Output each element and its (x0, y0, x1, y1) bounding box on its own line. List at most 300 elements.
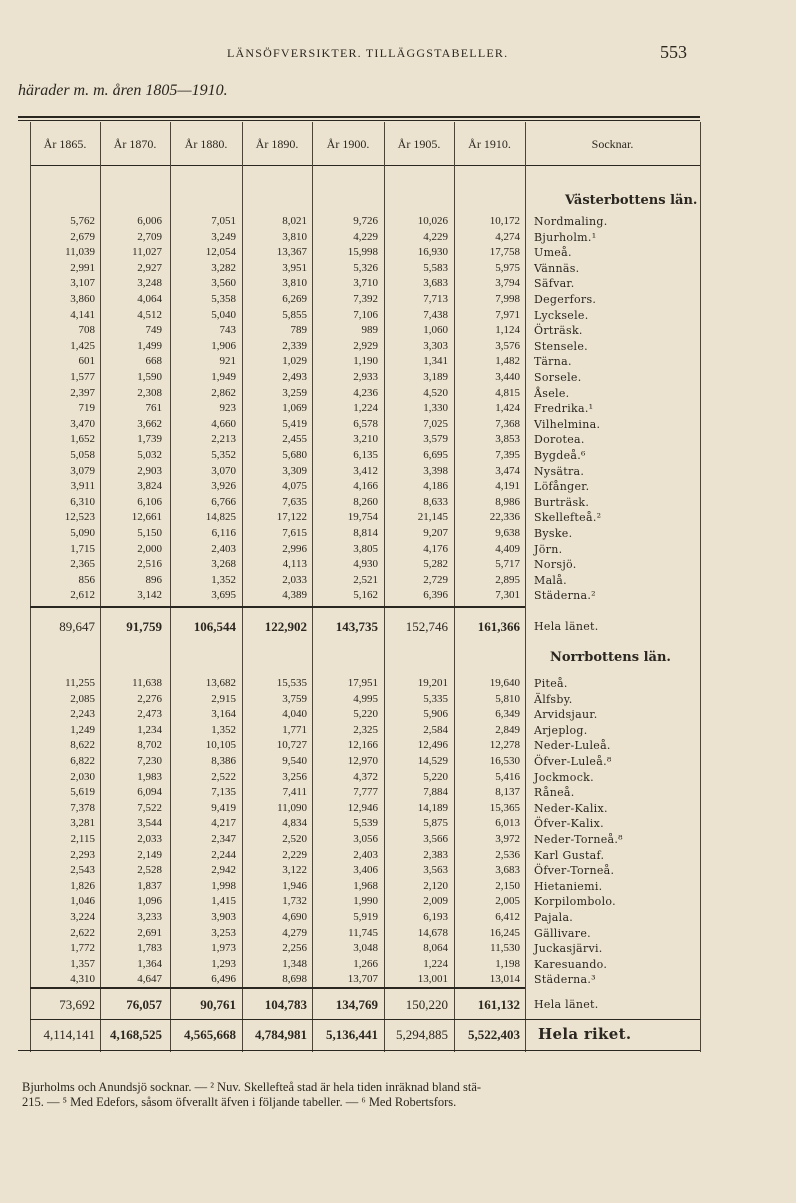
parish-name: Skellefteå.² (534, 511, 602, 525)
table-cell: 3,794 (495, 277, 520, 290)
table-cell: 1,990 (353, 895, 378, 908)
table-cell: 4,176 (423, 542, 448, 555)
table-cell: 12,661 (131, 511, 162, 524)
table-cell: 2,942 (211, 864, 236, 877)
table-cell: 2,929 (353, 339, 378, 352)
table-cell: 15,998 (347, 246, 378, 259)
table-row (0, 526, 796, 541)
table-cell: 7,025 (423, 417, 448, 430)
column-header: År 1880. (184, 137, 228, 151)
table-cell: 5,150 (137, 527, 162, 539)
table-cell: 2,612 (70, 589, 95, 602)
table-cell: 3,249 (211, 230, 236, 243)
table-cell: 2,729 (423, 573, 448, 586)
table-cell: 1,783 (137, 942, 162, 955)
table-cell: 7,051 (211, 215, 236, 227)
table-cell: 1,499 (137, 339, 162, 352)
table-cell: 90,761 (200, 997, 236, 1012)
table-cell: 14,529 (417, 755, 448, 767)
table-cell: 3,903 (211, 911, 236, 923)
table-cell: 3,710 (353, 277, 378, 290)
table-cell: 3,695 (211, 589, 236, 602)
table-cell: 1,906 (211, 339, 236, 352)
parish-name: Karl Gustaf. (534, 848, 605, 862)
table-cell: 3,566 (423, 833, 448, 845)
table-cell: 3,224 (70, 911, 95, 923)
table-cell: 2,365 (70, 558, 95, 571)
table-bottom-rule (18, 1050, 700, 1051)
table-cell: 73,692 (59, 997, 95, 1012)
table-cell: 3,281 (70, 817, 95, 830)
table-row (0, 738, 796, 753)
table-cell: 749 (145, 324, 162, 337)
table-cell: 8,986 (495, 495, 520, 508)
table-cell: 1,826 (70, 879, 95, 892)
parish-name: Hela länet. (534, 620, 599, 633)
table-cell: 5,294,885 (396, 1027, 448, 1042)
table-row (0, 432, 796, 447)
table-row (0, 354, 796, 369)
table-cell: 2,150 (495, 879, 520, 892)
table-cell: 1,732 (282, 895, 307, 908)
table-cell: 7,301 (495, 589, 520, 602)
table-cell: 5,583 (423, 261, 448, 274)
grand-total-label: Hela riket. (538, 1025, 632, 1043)
table-cell: 7,368 (495, 417, 520, 430)
parish-name: Neder-Luleå. (534, 739, 611, 753)
table-cell: 1,124 (495, 324, 520, 337)
table-row (0, 997, 796, 1012)
table-cell: 2,120 (423, 879, 448, 892)
table-cell: 3,563 (423, 864, 448, 877)
table-cell: 6,412 (495, 911, 520, 923)
table-cell: 1,352 (211, 723, 236, 736)
table-cell: 6,013 (495, 817, 520, 830)
table-cell: 3,951 (282, 261, 307, 274)
table-cell: 2,397 (70, 386, 95, 399)
table-cell: 7,777 (353, 786, 378, 799)
table-cell: 5,352 (211, 449, 236, 461)
table-cell: 7,395 (495, 449, 520, 461)
table-row (0, 723, 796, 738)
table-cell: 3,662 (137, 417, 162, 430)
table-cell: 8,633 (423, 495, 448, 508)
table-cell: 2,115 (70, 833, 95, 845)
parish-name: Umeå. (534, 246, 572, 260)
table-cell: 1,715 (70, 542, 95, 555)
table-cell: 4,191 (495, 480, 520, 493)
table-cell: 4,784,981 (255, 1027, 307, 1042)
table-cell: 12,970 (347, 755, 378, 767)
parish-name: Dorotea. (534, 433, 585, 447)
parish-name: Byske. (534, 527, 573, 540)
table-cell: 2,243 (70, 708, 95, 721)
table-cell: 1,998 (211, 879, 236, 892)
table-row (0, 245, 796, 260)
table-cell: 17,951 (347, 677, 378, 689)
column-header: År 1910. (468, 137, 511, 151)
parish-name: Nordmaling. (534, 215, 608, 228)
table-cell: 8,702 (137, 739, 162, 752)
table-cell: 161,366 (477, 619, 520, 634)
parish-name: Fredrika.¹ (534, 402, 594, 416)
table-cell: 3,309 (282, 464, 307, 477)
table-cell: 6,116 (211, 527, 236, 539)
table-cell: 7,635 (282, 495, 307, 508)
table-cell: 1,352 (211, 573, 236, 586)
table-row (0, 926, 796, 941)
table-cell: 1,341 (423, 355, 448, 368)
table-cell: 161,132 (477, 997, 520, 1012)
grand-total-rule (30, 1019, 700, 1020)
table-cell: 152,746 (405, 619, 448, 634)
footnote-line: 215. — ⁵ Med Edefors, såsom öfverallt äfven i följande tabeller. — ⁶ Med Robertsfors. (22, 1095, 457, 1109)
table-cell: 17,758 (489, 246, 520, 259)
table-cell: 4,372 (353, 770, 378, 783)
table-row (0, 323, 796, 338)
table-row (0, 879, 796, 894)
table-cell: 2,403 (211, 542, 236, 555)
parish-name: Karesuando. (534, 957, 608, 971)
table-cell: 3,560 (211, 277, 236, 290)
table-cell: 4,930 (353, 558, 378, 571)
table-cell: 989 (361, 324, 378, 337)
table-cell: 4,565,668 (184, 1027, 236, 1042)
table-cell: 856 (78, 573, 95, 586)
table-cell: 143,735 (335, 619, 378, 634)
table-row (0, 910, 796, 925)
table-cell: 4,075 (282, 480, 307, 493)
table-cell: 122,902 (264, 619, 307, 634)
table-cell: 6,106 (137, 495, 162, 508)
table-row (0, 370, 796, 385)
table-cell: 4,141 (70, 308, 95, 321)
table-cell: 3,142 (137, 589, 162, 602)
parish-name: Bjurholm.¹ (534, 230, 597, 244)
table-cell: 5,220 (353, 708, 378, 721)
table-cell: 2,473 (137, 708, 162, 721)
table-cell: 2,244 (211, 848, 236, 861)
table-cell: 6,135 (353, 449, 378, 461)
table-cell: 3,810 (282, 277, 307, 290)
table-cell: 1,968 (353, 879, 378, 892)
table-cell: 2,325 (353, 723, 378, 736)
table-cell: 4,815 (495, 386, 520, 399)
table-cell: 6,822 (70, 755, 95, 767)
parish-name: Öfver-Torneå. (534, 864, 615, 878)
parish-name: Städerna.³ (534, 973, 596, 987)
table-cell: 789 (290, 324, 307, 337)
table-cell: 5,058 (70, 449, 95, 461)
table-row (0, 276, 796, 291)
table-cell: 1,739 (137, 433, 162, 446)
table-cell: 7,392 (353, 293, 378, 305)
table-cell: 2,991 (70, 261, 95, 274)
table-cell: 5,906 (423, 708, 448, 721)
table-cell: 3,398 (423, 464, 448, 477)
table-cell: 5,136,441 (326, 1027, 378, 1042)
table-row (0, 448, 796, 463)
table-cell: 1,772 (70, 942, 95, 955)
table-cell: 12,946 (347, 801, 378, 814)
table-cell: 15,535 (276, 677, 307, 689)
subtotal-rule (30, 606, 525, 608)
table-cell: 11,745 (348, 926, 378, 939)
table-cell: 1,425 (70, 339, 95, 352)
table-cell: 3,544 (137, 817, 162, 830)
table-cell: 5,619 (70, 786, 95, 799)
table-cell: 6,578 (353, 417, 378, 430)
table-cell: 7,135 (211, 786, 236, 799)
table-cell: 3,824 (137, 480, 162, 493)
parish-name: Sorsele. (534, 371, 582, 384)
table-cell: 2,691 (137, 926, 162, 939)
table-cell: 5,539 (353, 817, 378, 830)
table-row (0, 785, 796, 800)
table-cell: 2,516 (137, 558, 162, 571)
table-cell: 1,046 (70, 895, 95, 908)
table-cell: 106,544 (193, 619, 236, 634)
parish-name: Åsele. (534, 386, 570, 400)
table-row (0, 510, 796, 525)
table-cell: 2,033 (282, 573, 307, 586)
table-cell: 8,622 (70, 739, 95, 752)
table-cell: 13,367 (276, 246, 307, 259)
page-subtitle: härader m. m. åren 1805—1910. (18, 82, 228, 99)
table-cell: 2,308 (137, 386, 162, 399)
table-row (0, 292, 796, 307)
table-cell: 4,064 (137, 293, 162, 305)
table-cell: 2,915 (211, 692, 236, 705)
parish-name: Tärna. (534, 355, 572, 369)
table-cell: 8,386 (211, 755, 236, 767)
table-cell: 5,919 (353, 911, 378, 923)
grand-total-row (0, 1027, 796, 1042)
table-row (0, 573, 796, 588)
table-cell: 3,911 (70, 480, 95, 493)
table-cell: 1,415 (211, 895, 236, 908)
table-cell: 1,330 (423, 402, 448, 415)
table-cell: 3,810 (282, 230, 307, 243)
table-cell: 12,278 (489, 739, 520, 752)
running-title: LÄNSÖFVERSIKTER. TILLÄGGSTABELLER. (227, 46, 509, 60)
column-header: År 1870. (113, 137, 157, 151)
table-cell: 5,162 (353, 589, 378, 602)
column-header: År 1905. (397, 137, 441, 151)
table-cell: 14,189 (417, 801, 448, 814)
table-cell: 3,805 (353, 542, 378, 555)
table-row (0, 770, 796, 785)
table-cell: 2,009 (423, 895, 448, 908)
table-row (0, 464, 796, 479)
table-cell: 3,164 (211, 708, 236, 721)
table-cell: 1,293 (211, 957, 236, 970)
table-cell: 6,695 (423, 449, 448, 461)
table-cell: 1,348 (282, 957, 307, 970)
table-cell: 2,347 (211, 833, 236, 845)
table-cell: 5,810 (495, 692, 520, 705)
parish-name: Hela länet. (534, 998, 599, 1011)
table-cell: 3,256 (282, 770, 307, 783)
table-row (0, 542, 796, 557)
table-cell: 5,419 (282, 417, 307, 430)
table-cell: 3,048 (353, 942, 378, 955)
table-cell: 2,293 (70, 848, 95, 861)
table-cell: 1,590 (137, 371, 162, 383)
table-cell: 19,640 (489, 677, 520, 689)
table-cell: 2,849 (495, 723, 520, 736)
parish-name: Lycksele. (534, 308, 589, 322)
table-cell: 6,396 (423, 589, 448, 602)
table-cell: 4,229 (423, 230, 448, 243)
table-row (0, 495, 796, 510)
table-cell: 3,972 (495, 833, 520, 845)
table-row (0, 261, 796, 276)
table-cell: 1,771 (282, 723, 307, 736)
table-cell: 3,122 (282, 864, 307, 877)
table-row (0, 479, 796, 494)
parish-name: Neder-Kalix. (534, 801, 608, 815)
parish-name: Pajala. (534, 911, 574, 924)
table-cell: 15,365 (489, 801, 520, 814)
table-cell: 7,438 (423, 308, 448, 321)
table-cell: 4,409 (495, 542, 520, 555)
table-cell: 1,224 (423, 957, 448, 970)
table-cell: 5,220 (423, 770, 448, 783)
table-cell: 7,713 (423, 293, 448, 305)
table-cell: 5,358 (211, 293, 236, 305)
table-cell: 3,107 (70, 277, 95, 290)
parish-name: Jörn. (534, 542, 563, 556)
table-cell: 2,383 (423, 848, 448, 861)
table-cell: 7,230 (137, 755, 162, 767)
table-cell: 4,040 (282, 708, 307, 721)
table-cell: 1,249 (70, 723, 95, 736)
table-cell: 1,198 (495, 957, 520, 970)
table-cell: 8,021 (282, 215, 307, 227)
table-cell: 2,213 (211, 433, 236, 446)
table-cell: 22,336 (489, 511, 520, 524)
table-cell: 3,576 (495, 339, 520, 352)
table-cell: 2,528 (137, 864, 162, 877)
table-cell: 11,027 (132, 246, 162, 259)
table-cell: 3,303 (423, 339, 448, 352)
table-cell: 13,001 (417, 973, 448, 986)
table-row (0, 557, 796, 572)
table-cell: 4,310 (70, 973, 95, 986)
table-row (0, 801, 796, 816)
table-cell: 12,166 (347, 739, 378, 752)
table-cell: 2,622 (70, 926, 95, 939)
table-cell: 1,973 (211, 942, 236, 955)
table-cell: 3,926 (211, 480, 236, 493)
table-row (0, 676, 796, 691)
table-cell: 3,253 (211, 926, 236, 939)
parish-name: Degerfors. (534, 293, 597, 306)
table-cell: 2,522 (211, 770, 236, 783)
parish-name: Bygdeå.⁶ (534, 449, 586, 462)
parish-name: Neder-Torneå.⁸ (534, 833, 623, 846)
table-cell: 3,683 (495, 864, 520, 877)
table-cell: 923 (219, 402, 236, 415)
table-cell: 5,717 (495, 558, 520, 571)
table-cell: 9,726 (353, 215, 378, 227)
table-cell: 4,690 (282, 911, 307, 923)
table-cell: 3,259 (282, 386, 307, 399)
table-row (0, 863, 796, 878)
footnote-line: Bjurholms och Anundsjö socknar. — ² Nuv. Skellefteå stad är hela tiden inräknad bland stä- (22, 1080, 482, 1094)
table-cell: 3,282 (211, 261, 236, 274)
parish-name: Arvidsjaur. (534, 708, 598, 722)
table-row (0, 588, 796, 603)
table-cell: 4,236 (353, 386, 378, 399)
table-cell: 3,079 (70, 464, 95, 477)
table-cell: 2,933 (353, 371, 378, 383)
table-cell: 16,530 (489, 755, 520, 767)
table-cell: 4,660 (211, 417, 236, 430)
table-cell: 4,217 (211, 817, 236, 830)
table-cell: 13,707 (347, 973, 378, 986)
table-cell: 1,029 (282, 355, 307, 368)
table-cell: 2,085 (70, 692, 95, 705)
table-cell: 7,378 (70, 801, 95, 814)
table-cell: 2,033 (137, 833, 162, 845)
table-row (0, 707, 796, 722)
table-cell: 7,411 (282, 786, 307, 799)
table-cell: 10,105 (205, 739, 236, 752)
table-cell: 1,949 (211, 371, 236, 383)
parish-name: Vännäs. (534, 261, 580, 275)
table-cell: 2,000 (137, 542, 162, 555)
table-cell: 4,114,141 (43, 1027, 95, 1042)
table-cell: 1,060 (423, 324, 448, 337)
table-row (0, 957, 796, 972)
parish-name: Hietaniemi. (534, 879, 603, 893)
table-cell: 17,122 (276, 511, 307, 524)
table-cell: 1,190 (353, 355, 378, 368)
table-cell: 6,766 (211, 495, 236, 508)
table-cell: 4,647 (137, 973, 162, 986)
table-cell: 7,998 (495, 293, 520, 305)
table-cell: 2,493 (282, 371, 307, 383)
table-cell: 21,145 (417, 511, 448, 524)
table-cell: 2,709 (137, 230, 162, 243)
table-cell: 11,638 (132, 677, 162, 689)
table-cell: 3,210 (353, 433, 378, 446)
table-cell: 5,326 (353, 261, 378, 274)
table-cell: 1,069 (282, 402, 307, 415)
parish-name: Gällivare. (534, 926, 591, 940)
table-cell: 10,026 (417, 215, 448, 227)
county-title: Västerbottens län. (565, 193, 698, 208)
table-cell: 2,455 (282, 433, 307, 446)
table-row (0, 339, 796, 354)
table-cell: 4,389 (282, 589, 307, 602)
table-cell: 10,727 (276, 739, 307, 752)
table-cell: 91,759 (126, 619, 162, 634)
table-cell: 14,825 (205, 511, 236, 524)
table-cell: 9,638 (495, 527, 520, 539)
table-cell: 1,096 (137, 895, 162, 908)
table-cell: 6,006 (137, 215, 162, 227)
parish-name: Örträsk. (534, 324, 583, 338)
table-cell: 13,014 (489, 973, 520, 986)
table-cell: 3,268 (211, 558, 236, 571)
page-number: 553 (660, 42, 687, 62)
table-cell: 11,090 (277, 801, 307, 814)
table-cell: 6,193 (423, 911, 448, 923)
table-row (0, 386, 796, 401)
